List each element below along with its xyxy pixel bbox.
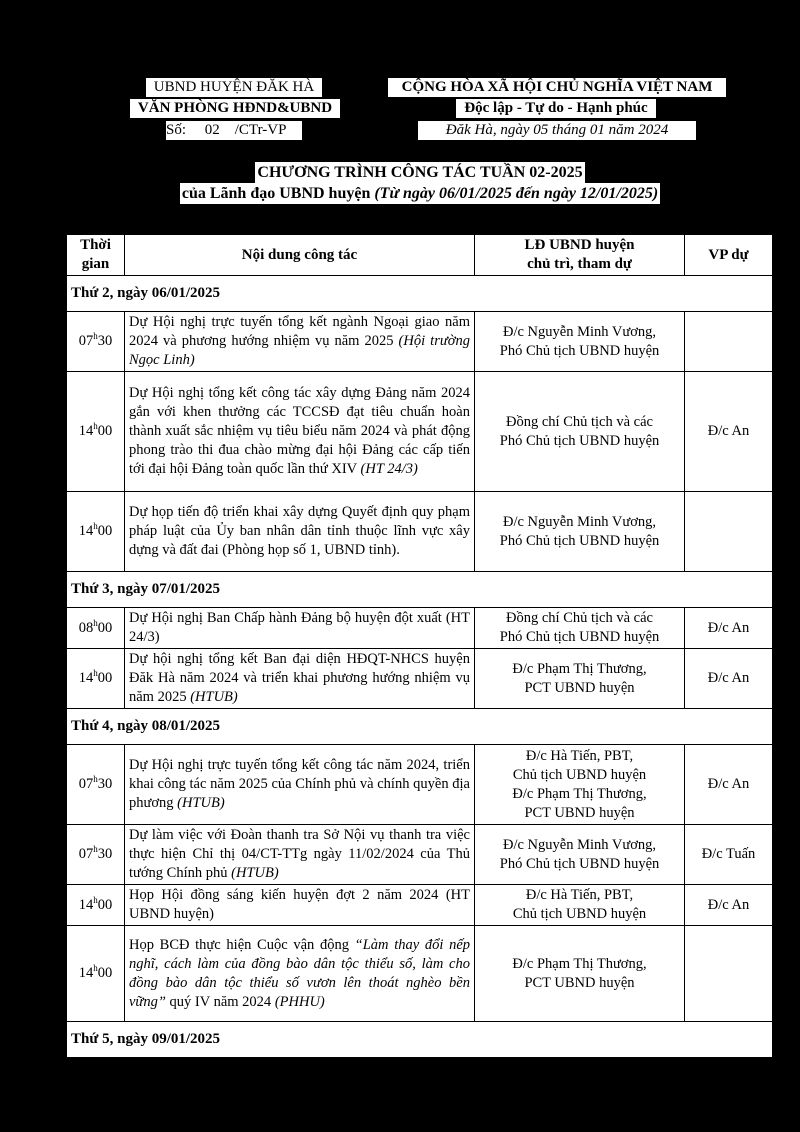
day-label: Thứ 4, ngày 08/01/2025 <box>67 709 773 745</box>
row-vp: Đ/c An <box>685 372 773 492</box>
leader-line: Phó Chủ tịch UBND huyện <box>499 532 660 549</box>
content-italic: “Làm thay đổi nếp nghĩ, cách làm của đồng bào dân tộc thiểu số, làm cho đồng bào dân tộc thiểu số vươn lên thoát nghèo bền vững” <box>129 936 471 1010</box>
content-text: Dự Hội nghị trực tuyến tổng kết công tác năm 2024, triển khai công tác năm 2025 của Chính phủ và chính quyền địa phương <box>129 757 470 811</box>
time-h-mark: h <box>93 521 98 532</box>
row-time <box>67 312 125 372</box>
time-minute: 00 <box>97 965 113 981</box>
row-vp: Đ/c An <box>685 745 773 825</box>
leader-line: Đ/c Hà Tiến, PBT, <box>525 747 634 764</box>
header-time: Thời gian <box>67 235 125 276</box>
schedule-row <box>67 312 773 372</box>
content-text: Dự hội nghị tổng kết Ban đại diện HĐQT-NHCS huyện Đăk Hà năm 2024 và triển khai phương hướng nhiệm vụ năm 2025 <box>129 651 470 705</box>
row-leader <box>475 372 685 492</box>
row-content <box>125 745 475 825</box>
content-italic: (HTUB) <box>231 865 279 881</box>
leader-line: Đ/c Nguyễn Minh Vương, <box>502 513 656 530</box>
title-line-2-italic: (Từ ngày 06/01/2025 đến ngày 12/01/2025) <box>374 185 659 202</box>
leader-line: Đồng chí Chủ tịch và các <box>506 610 653 626</box>
day-row <box>67 572 773 608</box>
leader-line: Phó Chủ tịch UBND huyện <box>499 342 660 359</box>
leader-line: Đồng chí Chủ tịch và các <box>506 413 653 430</box>
time-hour: 14 <box>78 423 94 439</box>
time-hour: 08 <box>78 619 94 636</box>
time-hour: 07 <box>78 333 94 349</box>
row-time <box>67 926 125 1022</box>
schedule-table <box>66 234 773 1058</box>
time-minute: 00 <box>97 896 113 913</box>
schedule-row <box>67 608 773 649</box>
leader-line: Đ/c Phạm Thị Thương, <box>512 660 647 677</box>
row-content <box>125 926 475 1022</box>
row-content <box>125 312 475 372</box>
schedule-row <box>67 825 773 885</box>
row-leader <box>475 825 685 885</box>
content-text: Dự họp tiến độ triển khai xây dựng Quyết định quy phạm pháp luật của Ủy ban nhân dân tỉnh thuộc lĩnh vực xây dựng và đất đai (Phòng họp số 1, UBND tỉnh). <box>129 504 470 558</box>
row-leader <box>475 492 685 572</box>
schedule-row <box>67 926 773 1022</box>
title-line-2-bold: của Lãnh đạo UBND huyện <box>181 185 375 202</box>
content-italic: (HTUB) <box>177 795 225 811</box>
row-vp <box>685 926 773 1022</box>
content-after: quý IV năm 2024 <box>165 993 275 1010</box>
content-italic: (Hội trường Ngọc Linh) <box>129 333 470 368</box>
document-title <box>160 162 680 204</box>
row-content <box>125 372 475 492</box>
header-content: Nội dung công tác <box>125 235 475 276</box>
time-hour: 07 <box>78 846 94 862</box>
row-time <box>67 885 125 926</box>
title-line-2 <box>180 183 660 204</box>
row-time <box>67 825 125 885</box>
agency-line-2: VĂN PHÒNG HĐND&UBND <box>130 99 340 118</box>
content-italic-2: (PHHU) <box>274 993 325 1010</box>
day-row <box>67 1022 773 1058</box>
time-h-mark: h <box>93 421 98 432</box>
leader-line: PCT UBND huyện <box>524 974 635 991</box>
agency-line-1: UBND HUYỆN ĐĂK HÀ <box>146 78 322 97</box>
time-h-mark: h <box>93 894 98 905</box>
content-text: Dự Hội nghị tổng kết công tác xây dựng Đảng năm 2024 gắn với khen thưởng các TCCSĐ đạt tiêu chuẩn hoàn thành xuất sắc nhiệm vụ tiêu biểu năm 2024 và phát động phong trào thi đua chào mừng đại hội Đảng các cấp tiến tới đại hội Đảng toàn quốc lần thứ XIV <box>129 385 470 477</box>
time-hour: 07 <box>78 776 94 792</box>
content-text: Dự Hội nghị Ban Chấp hành Đảng bộ huyện đột xuất (HT 24/3) <box>129 610 470 645</box>
row-leader <box>475 608 685 649</box>
content-italic: (HTUB) <box>190 689 238 705</box>
schedule-row <box>67 745 773 825</box>
republic-name: CỘNG HÒA XÃ HỘI CHỦ NGHĨA VIỆT NAM <box>388 78 726 97</box>
content-text: Họp Hội đồng sáng kiến huyện đợt 2 năm 2024 (HT UBND huyện) <box>129 887 470 922</box>
row-content <box>125 492 475 572</box>
header-vp: VP dự <box>685 235 773 276</box>
row-content <box>125 825 475 885</box>
row-content <box>125 885 475 926</box>
time-minute: 30 <box>97 776 113 792</box>
time-h-mark: h <box>93 774 98 785</box>
leader-line: Đ/c Nguyễn Minh Vương, <box>502 323 656 340</box>
time-hour: 14 <box>78 523 94 539</box>
leader-line: Đ/c Phạm Thị Thương, <box>512 785 647 802</box>
row-time <box>67 745 125 825</box>
content-text: Dự làm việc với Đoàn thanh tra Sở Nội vụ thanh tra việc thực hiện Chỉ thị 04/CT-TTg ngày 11/02/2024 của Thủ tướng Chính phủ <box>129 827 470 881</box>
header-leader <box>475 235 685 276</box>
time-minute: 30 <box>97 846 113 862</box>
leader-line: Phó Chủ tịch UBND huyện <box>499 629 660 645</box>
day-label: Thứ 2, ngày 06/01/2025 <box>67 276 773 312</box>
schedule-body <box>67 276 773 1058</box>
time-h-mark: h <box>93 668 98 679</box>
content-italic: (HT 24/3) <box>360 461 418 477</box>
day-row <box>67 709 773 745</box>
schedule-row <box>67 492 773 572</box>
leader-line: Chủ tịch UBND huyện <box>512 766 647 783</box>
row-time <box>67 492 125 572</box>
row-content <box>125 649 475 709</box>
leader-line: PCT UBND huyện <box>524 804 635 821</box>
leader-line: Đ/c Phạm Thị Thương, <box>512 955 647 972</box>
time-minute: 00 <box>97 619 113 636</box>
row-time <box>67 608 125 649</box>
row-leader <box>475 885 685 926</box>
row-vp <box>685 492 773 572</box>
row-vp: Đ/c An <box>685 649 773 709</box>
leader-line: PCT UBND huyện <box>524 679 635 696</box>
day-label: Thứ 3, ngày 07/01/2025 <box>67 572 773 608</box>
row-leader <box>475 745 685 825</box>
header-leader-line-1: LĐ UBND huyện <box>524 237 635 253</box>
row-vp <box>685 312 773 372</box>
row-leader <box>475 926 685 1022</box>
time-hour: 14 <box>78 965 94 981</box>
doc-number: Số: 02 /CTr-VP <box>166 121 302 140</box>
row-leader <box>475 312 685 372</box>
header-leader-line-2: chủ trì, tham dự <box>527 256 632 272</box>
time-hour: 14 <box>78 896 94 913</box>
national-motto: Độc lập - Tự do - Hạnh phúc <box>456 99 656 118</box>
leader-line: Phó Chủ tịch UBND huyện <box>499 432 660 449</box>
day-row <box>67 276 773 312</box>
row-vp: Đ/c Tuấn <box>685 825 773 885</box>
time-h-mark: h <box>93 844 98 855</box>
time-minute: 30 <box>97 333 113 349</box>
content-text: Dự Hội nghị trực tuyến tổng kết ngành Ngoại giao năm 2024 và phương hướng nhiệm vụ năm 2025 <box>129 314 470 349</box>
schedule-row <box>67 372 773 492</box>
time-minute: 00 <box>97 423 113 439</box>
leader-line: Đ/c Nguyễn Minh Vương, <box>502 836 656 853</box>
content-text: Họp BCĐ thực hiện Cuộc vận động <box>129 936 355 953</box>
row-time <box>67 649 125 709</box>
time-hour: 14 <box>78 670 94 686</box>
time-h-mark: h <box>93 963 98 974</box>
row-time <box>67 372 125 492</box>
time-minute: 00 <box>97 670 113 686</box>
time-h-mark: h <box>93 331 98 342</box>
row-content <box>125 608 475 649</box>
schedule-row <box>67 885 773 926</box>
leader-line: Chủ tịch UBND huyện <box>512 906 647 922</box>
row-leader <box>475 649 685 709</box>
time-h-mark: h <box>93 617 98 628</box>
leader-line: Đ/c Hà Tiến, PBT, <box>525 887 634 903</box>
time-minute: 00 <box>97 523 113 539</box>
row-vp: Đ/c An <box>685 608 773 649</box>
schedule-row <box>67 649 773 709</box>
place-date: Đăk Hà, ngày 05 tháng 01 năm 2024 <box>418 121 696 140</box>
title-line-1: CHƯƠNG TRÌNH CÔNG TÁC TUẦN 02-2025 <box>257 164 583 181</box>
day-label: Thứ 5, ngày 09/01/2025 <box>67 1022 773 1058</box>
leader-line: Phó Chủ tịch UBND huyện <box>499 855 660 872</box>
row-vp: Đ/c An <box>685 885 773 926</box>
